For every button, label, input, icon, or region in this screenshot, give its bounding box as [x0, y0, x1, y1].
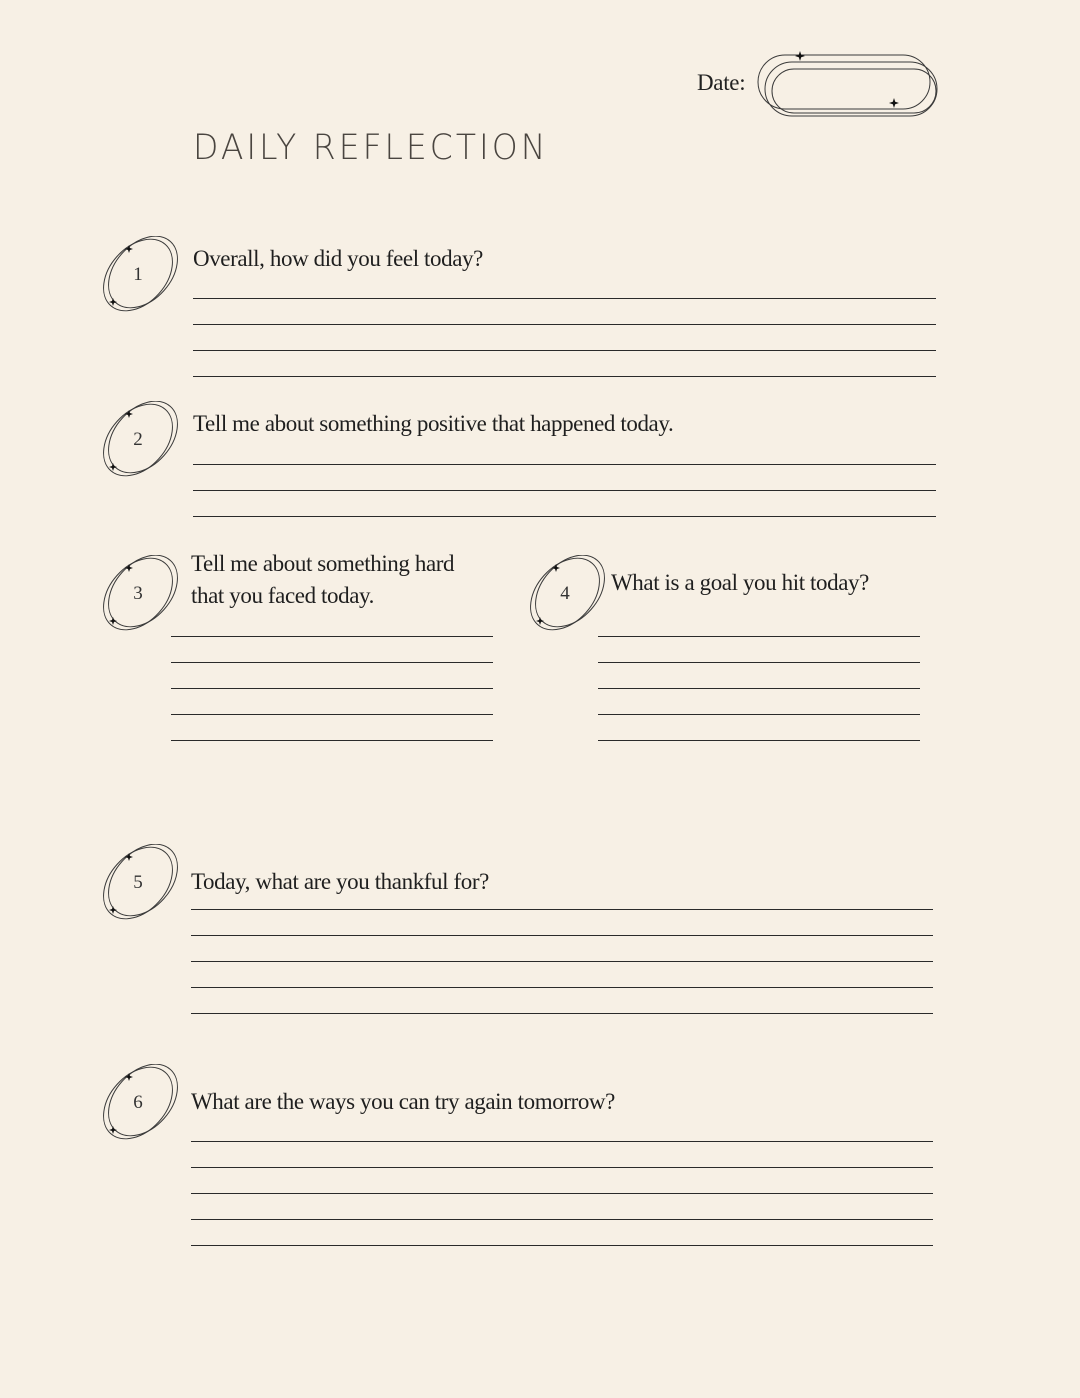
question-number-badge	[99, 1064, 183, 1142]
answer-line[interactable]	[171, 740, 493, 741]
sparkle-icon	[795, 51, 805, 61]
question-1-text: Overall, how did you feel today?	[193, 246, 483, 271]
answer-area-2	[193, 464, 936, 520]
answer-line[interactable]	[191, 935, 933, 936]
answer-line[interactable]	[598, 662, 920, 663]
answer-line[interactable]	[191, 1219, 933, 1220]
answer-line[interactable]	[193, 516, 936, 517]
answer-line[interactable]	[598, 714, 920, 715]
answer-line[interactable]	[171, 662, 493, 663]
answer-area-1	[193, 298, 936, 380]
answer-line[interactable]	[191, 1167, 933, 1168]
date-field[interactable]	[756, 48, 944, 124]
answer-line[interactable]	[193, 464, 936, 465]
question-3-text	[191, 548, 454, 612]
answer-line[interactable]	[191, 1245, 933, 1246]
answer-area-4	[598, 636, 920, 744]
page-title: DAILY REFLECTION	[193, 126, 549, 168]
question-3-text-line: that you faced today.	[191, 583, 374, 608]
answer-line[interactable]	[171, 636, 493, 637]
question-6-text: What are the ways you can try again tomorrow?	[191, 1089, 615, 1114]
question-number: 2	[133, 429, 143, 450]
answer-line[interactable]	[598, 636, 920, 637]
answer-line[interactable]	[191, 909, 933, 910]
answer-area-3	[171, 636, 493, 744]
answer-line[interactable]	[193, 490, 936, 491]
answer-line[interactable]	[193, 298, 936, 299]
date-field-frame-icon	[756, 48, 944, 124]
answer-line[interactable]	[598, 740, 920, 741]
question-number-badge	[526, 555, 610, 633]
answer-line[interactable]	[191, 1193, 933, 1194]
answer-line[interactable]	[191, 961, 933, 962]
answer-line[interactable]	[193, 324, 936, 325]
question-number-badge	[99, 844, 183, 922]
question-number-badge	[99, 555, 183, 633]
question-3-text-line: Tell me about something hard	[191, 551, 455, 576]
question-4-text: What is a goal you hit today?	[611, 570, 869, 595]
question-number: 3	[133, 583, 143, 604]
answer-line[interactable]	[193, 376, 936, 377]
answer-line[interactable]	[193, 350, 936, 351]
answer-line[interactable]	[191, 987, 933, 988]
question-number: 1	[133, 264, 143, 285]
answer-line[interactable]	[171, 688, 493, 689]
question-number: 6	[133, 1092, 143, 1113]
question-5-text: Today, what are you thankful for?	[191, 869, 489, 894]
answer-line[interactable]	[191, 1141, 933, 1142]
answer-area-5	[191, 909, 933, 1017]
date-label: Date:	[697, 70, 746, 95]
question-number-badge	[99, 236, 183, 314]
question-number: 4	[560, 583, 570, 604]
answer-line[interactable]	[191, 1013, 933, 1014]
question-number: 5	[133, 872, 143, 893]
question-2-text: Tell me about something positive that happened today.	[193, 411, 674, 436]
sparkle-icon	[889, 98, 899, 108]
question-number-badge	[99, 401, 183, 479]
answer-line[interactable]	[171, 714, 493, 715]
answer-area-6	[191, 1141, 933, 1249]
answer-line[interactable]	[598, 688, 920, 689]
